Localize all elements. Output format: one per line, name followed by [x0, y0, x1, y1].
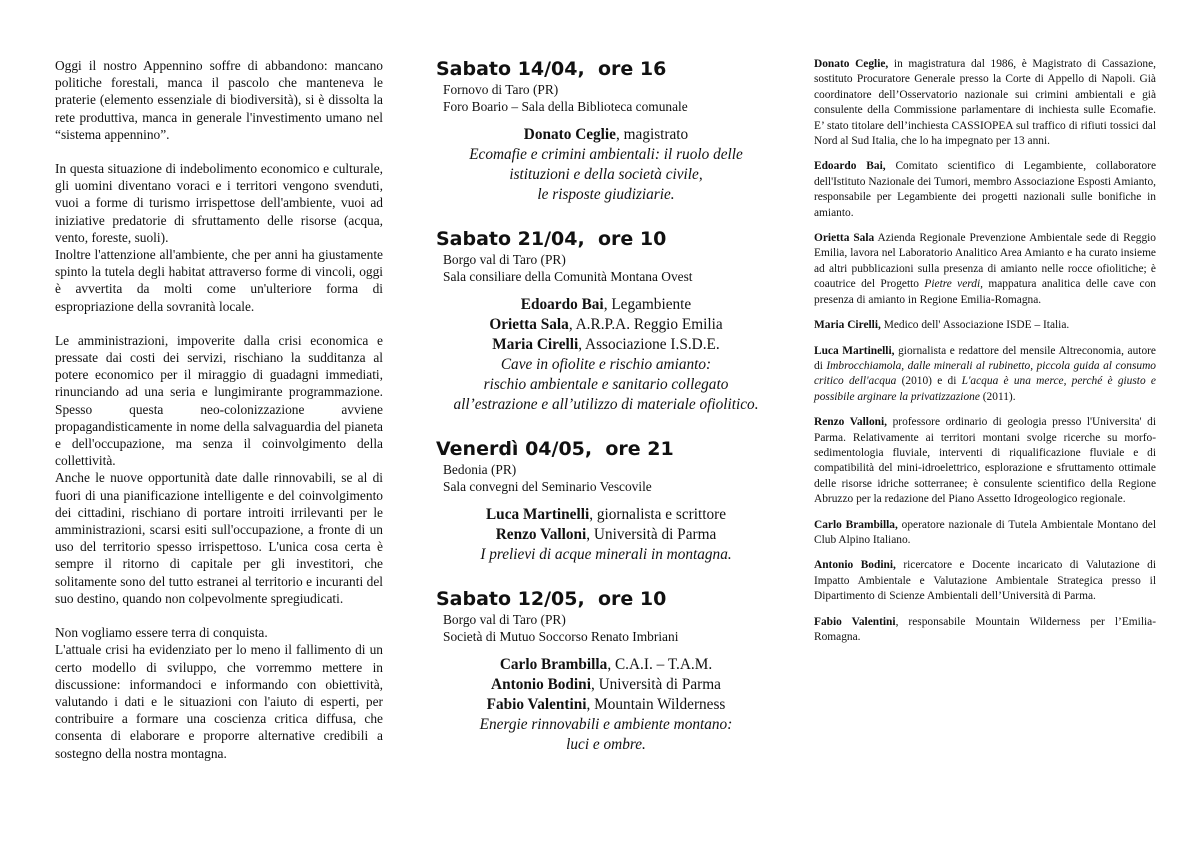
bio-fabio-valentini — [814, 615, 1156, 646]
speaker-name: Maria Cirelli — [492, 336, 579, 353]
intro-paragraph: L'attuale crisi ha evidenziato per lo meno il fallimento di un certo modello di sviluppo, che vorremmo mettere in discussione: informandoci e informando con obiettività, valutando i dati e le situazioni con l'aiuto di esperti, per contribuire a formare una coscienza critica diffusa, che consenta di elaborare e proporre alternative credibili a sostegno della nostra montagna. — [55, 642, 383, 761]
bio-name: Luca Martinelli, — [814, 344, 895, 357]
bio-text: giornalista e redattore del mensile Altreconomia, autore di — [814, 344, 1156, 372]
speaker-name: Orietta Sala — [489, 316, 569, 333]
bio-italic: Imbrocchiamola, dalle minerali al rubinetto, piccola guida al consumo critico dell'acqua — [814, 359, 1156, 388]
event-venue: Sala consiliare della Comunità Montana Ovest — [443, 269, 693, 284]
bio-name: Fabio Valentini — [814, 615, 896, 628]
speaker-role: , Università di Parma — [586, 526, 717, 543]
bio-maria-cirelli — [814, 318, 1156, 333]
speaker — [436, 655, 776, 675]
event-speakers — [436, 505, 776, 565]
event-2 — [436, 227, 776, 415]
talk-title: Cave in ofiolite e rischio amianto: — [500, 356, 712, 373]
event-town: Borgo val di Taro (PR) — [443, 612, 566, 627]
speaker-name: Antonio Bodini — [491, 676, 591, 693]
talk-title: I prelievi di acque minerali in montagna. — [480, 546, 732, 563]
speaker — [436, 695, 776, 715]
event-venue: Società di Mutuo Soccorso Renato Imbriani — [443, 629, 679, 644]
bio-text: Comitato scientifico di Legambiente, collaboratore dell'Istituto Nazionale dei Tumori, membro Associazione Esposti Amianto, responsabile per Legambiente dei progetti nazionali sulle bonifiche in amianto. — [814, 160, 1157, 219]
bio-text: professore ordinario di geologia presso l'Universita' di Parma. Relativamente ai territori montani svolge ricerche su morfo-sedimentologia fluviale, interventi di riqualificazione fluviale e di compatibilità del mini-idroelettrico, esplorazione e sfruttamento ottimale delle risorse idriche sotterranee; è consulente scientifico della Regione Abruzzo per la redazione del Piano Assetto Idrogeologico regionale. — [814, 416, 1156, 506]
intro-paragraph: Non vogliamo essere terra di conquista. — [55, 625, 268, 641]
bio-renzo-valloni — [814, 415, 1156, 507]
event-date: Sabato 12/05, ore 10 — [436, 588, 667, 610]
bio-donato-ceglie — [814, 57, 1156, 149]
talk-title: all’estrazione e all’utilizzo di materiale ofiolitico. — [453, 396, 759, 413]
speaker-name: Donato Ceglie — [523, 126, 616, 143]
bio-edoardo-bai — [814, 159, 1156, 221]
intro-paragraph: Le amministrazioni, impoverite dalla crisi economica e pressate dai costi dei servizi, rischiano la sudditanza al potere economico per il miraggio di guadagni immediati, rinunciando ad una seria e lungimirante programmazione. Spesso questa neo-colonizzazione avviene propagandisticamente in nome della salvaguardia del pianeta e dell'occupazione, ma senza il coinvolgimento della collettività. — [55, 332, 383, 469]
intro-column — [55, 57, 383, 762]
bio-text: (2010) e di — [896, 375, 962, 388]
speaker — [436, 525, 776, 545]
bio-name: Renzo Valloni, — [814, 416, 887, 429]
talk-title: Energie rinnovabili e ambiente montano: — [479, 716, 733, 733]
bio-antonio-bodini — [814, 558, 1156, 604]
bio-italic: Pietre verdi, — [924, 278, 984, 291]
speaker-name: Renzo Valloni — [495, 526, 587, 543]
speaker-role: , Associazione I.S.D.E. — [578, 336, 720, 353]
bio-luca-martinelli — [814, 344, 1156, 406]
speaker — [436, 335, 776, 355]
speaker — [436, 505, 776, 525]
event-3 — [436, 437, 776, 565]
bio-name: Orietta Sala — [814, 232, 875, 245]
speaker — [436, 295, 776, 315]
bio-text: in magistratura dal 1986, è Magistrato di Cassazione, sostituto Procuratore Generale presso la Corte di Appello di Napoli. Già coordinatore dell’Osservatorio nazionale sui crimini ambientali e già consulente della Commissione parlamentare di inchiesta sulle Ecomafie. E’ stato titolare dell’inchiesta CASSIOPEA sul traffico di rifiuti tossici dal Nord al Sud Italia, che lo ha impegnato per 13 anni. — [814, 58, 1156, 148]
event-speakers — [436, 655, 776, 755]
event-date: Sabato 14/04, ore 16 — [436, 58, 667, 80]
bio-italic: L'acqua è una merce, perché è giusto e possibile arginare la privatizzazione — [814, 375, 1156, 403]
speaker-role: , Legambiente — [603, 296, 692, 313]
intro-paragraph: Oggi il nostro Appennino soffre di abbandono: mancano politiche forestali, manca il pascolo che manteneva le praterie (elemento essenziale di biodiversità), si è dissolta la rete produttiva, manca in generale l'investimento umano nel “sistema appennino”. — [55, 58, 383, 142]
bio-carlo-brambilla — [814, 518, 1156, 549]
intro-paragraph: Inoltre l'attenzione all'ambiente, che per anni ha giustamente spinto la tutela degli habitat attraverso forme di vincoli, oggi è avvertita da molti come un'ulteriore forma di espropriazione della sovranità locale. — [55, 247, 383, 314]
speaker-role: , magistrato — [615, 126, 689, 143]
bio-name: Antonio Bodini, — [814, 559, 896, 572]
speaker-role: , Università di Parma — [590, 676, 721, 693]
bio-name: Edoardo Bai, — [814, 160, 886, 173]
event-venue: Foro Boario – Sala della Biblioteca comunale — [443, 99, 688, 114]
intro-paragraph: In questa situazione di indebolimento economico e culturale, gli uomini diventano voraci e i territori vengono svenduti, vuoi a forme di turismo irrispettose dell'ambiente, vuoi ad iniziative predatorie di sfruttamento delle risorse (acqua, vento, foreste, suoli). — [55, 161, 383, 245]
bio-text: (2011). — [979, 390, 1016, 403]
speaker-name: Carlo Brambilla — [499, 656, 608, 673]
talk-title: rischio ambientale e sanitario collegato — [483, 376, 729, 393]
speaker-name: Luca Martinelli — [485, 506, 590, 523]
bio-name: Maria Cirelli, — [814, 319, 881, 332]
event-4 — [436, 587, 776, 755]
speaker — [436, 675, 776, 695]
events-column — [436, 57, 776, 777]
speaker-name: Fabio Valentini — [486, 696, 587, 713]
speaker-role: , Mountain Wilderness — [586, 696, 726, 713]
talk-title: le risposte giudiziarie. — [537, 186, 675, 203]
speaker — [436, 315, 776, 335]
event-venue: Sala convegni del Seminario Vescovile — [443, 479, 652, 494]
event-1 — [436, 57, 776, 205]
event-speakers — [436, 125, 776, 205]
talk-title: luci e ombre. — [566, 736, 646, 753]
event-town: Bedonia (PR) — [443, 462, 517, 477]
talk-title: istituzioni e della società civile, — [509, 166, 703, 183]
bio-text: Azienda Regionale Prevenzione Ambientale sede di Reggio Emilia, lavora nel Laboratorio Analitico Area Amianto e ha curato insieme ad altri pubblicazioni sulla presenza di amianto nelle rocce ofiolitiche; è coautrice del Progetto — [814, 232, 1156, 291]
bio-text: mappatura analitica delle cave con presenza di amianto in Regione Emilia-Romagna. — [814, 278, 1156, 306]
bio-text: operatore nazionale di Tutela Ambientale Montano del Club Alpino Italiano. — [814, 518, 1156, 546]
talk-title: Ecomafie e crimini ambientali: il ruolo delle — [469, 146, 743, 163]
bio-orietta-sala — [814, 231, 1156, 308]
intro-paragraph: Anche le nuove opportunità date dalle rinnovabili, se al di fuori di una pianificazione intelligente e del coinvolgimento dei cittadini, rischiano di portare introiti irrilevanti per le amministrazioni, scarsi esiti sull'occupazione, a fronte di un uso del territorio spesso irrispettoso. L'unica cosa certa è sempre il ritorno di capitale per gli investitori, che solitamente sono del tutto estranei al territorio e incuranti del suo destino, quando non colpevolmente spregiudicati. — [55, 470, 383, 606]
bio-name: Donato Ceglie, — [814, 58, 889, 70]
event-town: Borgo val di Taro (PR) — [443, 252, 566, 267]
speaker-name: Edoardo Bai — [520, 296, 604, 313]
event-town: Fornovo di Taro (PR) — [443, 82, 559, 97]
bio-name: Carlo Brambilla, — [814, 518, 898, 531]
bios-column — [814, 57, 1156, 655]
speaker — [436, 125, 776, 145]
event-speakers — [436, 295, 776, 415]
bio-text: ricercatore e Docente incaricato di Valutazione di Impatto Ambientale e Valutazione Ambientale Strategica presso il Dipartimento di Scienze Ambientali dell’Università di Parma. — [814, 559, 1156, 603]
speaker-role: , C.A.I. – T.A.M. — [607, 656, 713, 673]
bio-text: Medico dell' Associazione ISDE – Italia. — [880, 319, 1070, 332]
bio-text: , responsabile Mountain Wilderness per l’Emilia-Romagna. — [814, 615, 1156, 643]
event-date: Sabato 21/04, ore 10 — [436, 228, 667, 250]
speaker-role: , giornalista e scrittore — [589, 506, 727, 523]
event-date: Venerdì 04/05, ore 21 — [436, 438, 674, 460]
speaker-role: , A.R.P.A. Reggio Emilia — [568, 316, 723, 333]
